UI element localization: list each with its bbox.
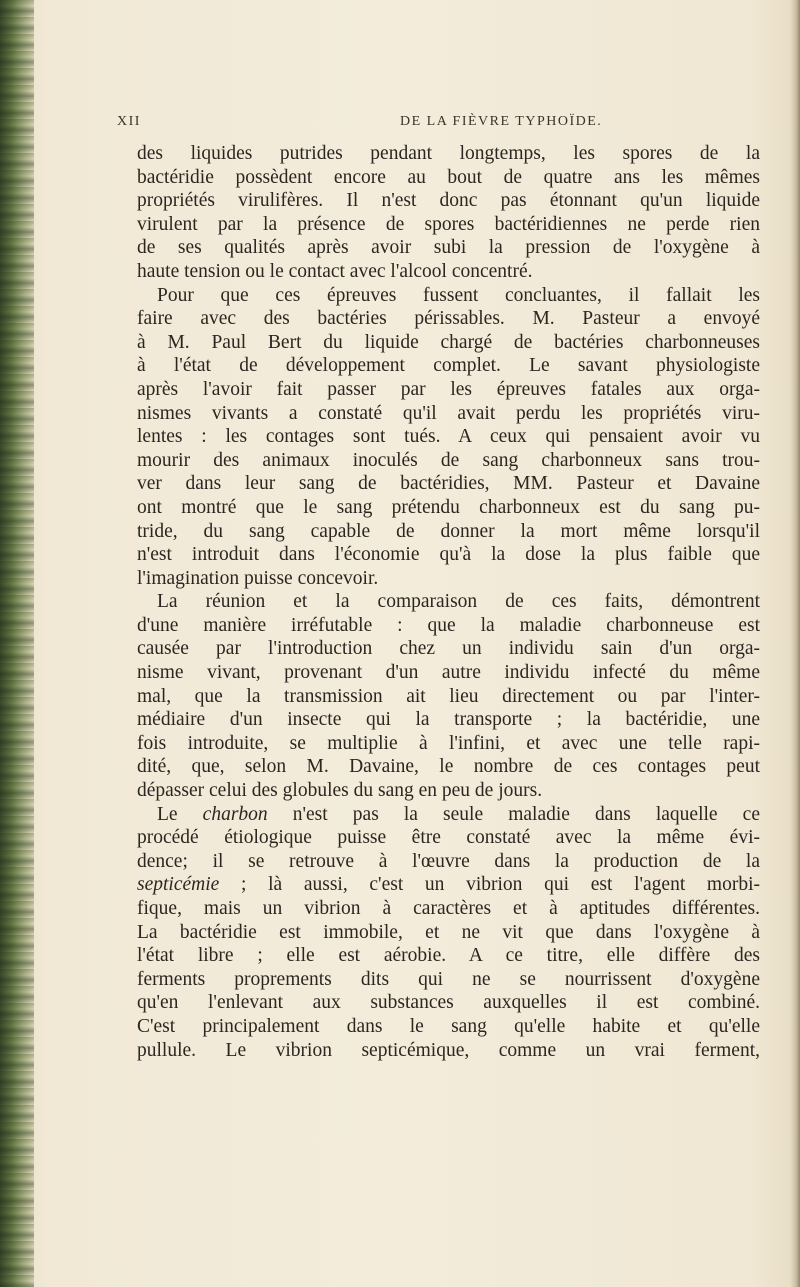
text-line: bactéridie possèdent encore au bout de quatre ans les mêmes: [137, 166, 760, 188]
text-line: ver dans leur sang de bactéridies, MM. Pasteur et Davaine: [137, 473, 760, 495]
line-start: Le: [157, 803, 203, 825]
page-header: [117, 112, 757, 136]
text-line: nisme vivant, provenant d'un autre individu infecté du même: [137, 662, 760, 684]
text-line: tride, du sang capable de donner la mort même lorsqu'il: [137, 520, 760, 542]
text-line: lentes : les contages sont tués. A ceux qui pensaient avoir vu: [137, 426, 760, 448]
line-rest: ; là aussi, c'est un vibrion qui est l'agent morbi-: [219, 874, 760, 896]
text-line: Pour que ces épreuves fussent concluantes, il fallait les: [157, 284, 760, 306]
text-line-mixed: [137, 803, 760, 827]
text-line: C'est principalement dans le sang qu'elle habite et qu'elle: [137, 1015, 760, 1037]
text-line: faire avec des bactéries périssables. M. Pasteur a envoyé: [137, 308, 760, 330]
text-line: n'est introduit dans l'économie qu'à la dose la plus faible que: [137, 544, 760, 566]
text-line: dité, que, selon M. Davaine, le nombre de ces contages peut: [137, 756, 760, 778]
text-line: procédé étiologique puisse être constaté avec la même évi-: [137, 827, 760, 849]
text-line: haute tension ou le contact avec l'alcool concentré.: [137, 260, 533, 282]
text-line: mal, que la transmission ait lieu directement ou par l'inter-: [137, 685, 760, 707]
italic-term-septicemie: septicémie: [137, 874, 220, 896]
text-line: médiaire d'un insecte qui la transporte ; la bactéridie, une: [137, 709, 760, 731]
text-line: des liquides putrides pendant longtemps, les spores de la: [137, 143, 760, 164]
text-line: propriétés virulifères. Il n'est donc pas étonnant qu'un liquide: [137, 190, 760, 212]
book-binding-edge: [0, 0, 34, 1287]
text-line-mixed: [137, 873, 760, 897]
text-line: virulent par la présence de spores bactéridiennes ne perde rien: [137, 213, 760, 235]
text-line: La réunion et la comparaison de ces faits, démontrent: [157, 591, 760, 613]
text-line: l'état libre ; elle est aérobie. A ce titre, elle diffère des: [137, 945, 760, 967]
text-line: pullule. Le vibrion septicémique, comme un vrai ferment,: [137, 1039, 760, 1061]
text-line: qu'en l'enlevant aux substances auxquelles il est combiné.: [137, 992, 760, 1014]
text-line: ont montré que le sang prétendu charbonneux est du sang pu-: [137, 496, 760, 518]
text-line: ferments proprements dits qui ne se nourrissent d'oxygène: [137, 968, 760, 990]
text-line: fois introduite, se multiplie à l'infini, et avec une telle rapi-: [137, 732, 760, 754]
page-folio: XII: [117, 114, 141, 129]
text-line: l'imagination puisse concevoir.: [137, 567, 379, 589]
text-line: La bactéridie est immobile, et ne vit que dans l'oxygène à: [137, 921, 760, 943]
running-head: DE LA FIÈVRE TYPHOÏDE.: [400, 114, 603, 129]
text-line: d'une manière irréfutable : que la maladie charbonneuse est: [137, 614, 760, 636]
text-line: nismes vivants a constaté qu'il avait perdu les propriétés viru-: [137, 402, 760, 424]
text-line: dence; il se retrouve à l'œuvre dans la production de la: [137, 850, 760, 872]
text-line: à M. Paul Bert du liquide chargé de bactéries charbonneuses: [137, 331, 760, 353]
text-line: causée par l'introduction chez un individu sain d'un orga-: [137, 638, 760, 660]
text-line: fique, mais un vibrion à caractères et à aptitudes différentes.: [137, 898, 760, 919]
page-right-edge: [790, 0, 800, 1287]
text-line: de ses qualités après avoir subi la pression de l'oxygène à: [137, 237, 760, 259]
italic-term-charbon: charbon: [202, 803, 268, 825]
body-text: [137, 142, 760, 1062]
text-line: après l'avoir fait passer par les épreuves fatales aux orga-: [137, 378, 760, 400]
line-rest: n'est pas la seule maladie dans laquelle ce: [267, 803, 760, 825]
text-line: dépasser celui des globules du sang en peu de jours.: [137, 780, 543, 802]
text-line: à l'état de développement complet. Le savant physiologiste: [137, 355, 760, 377]
text-line: mourir des animaux inoculés de sang charbonneux sans trou-: [137, 449, 760, 471]
